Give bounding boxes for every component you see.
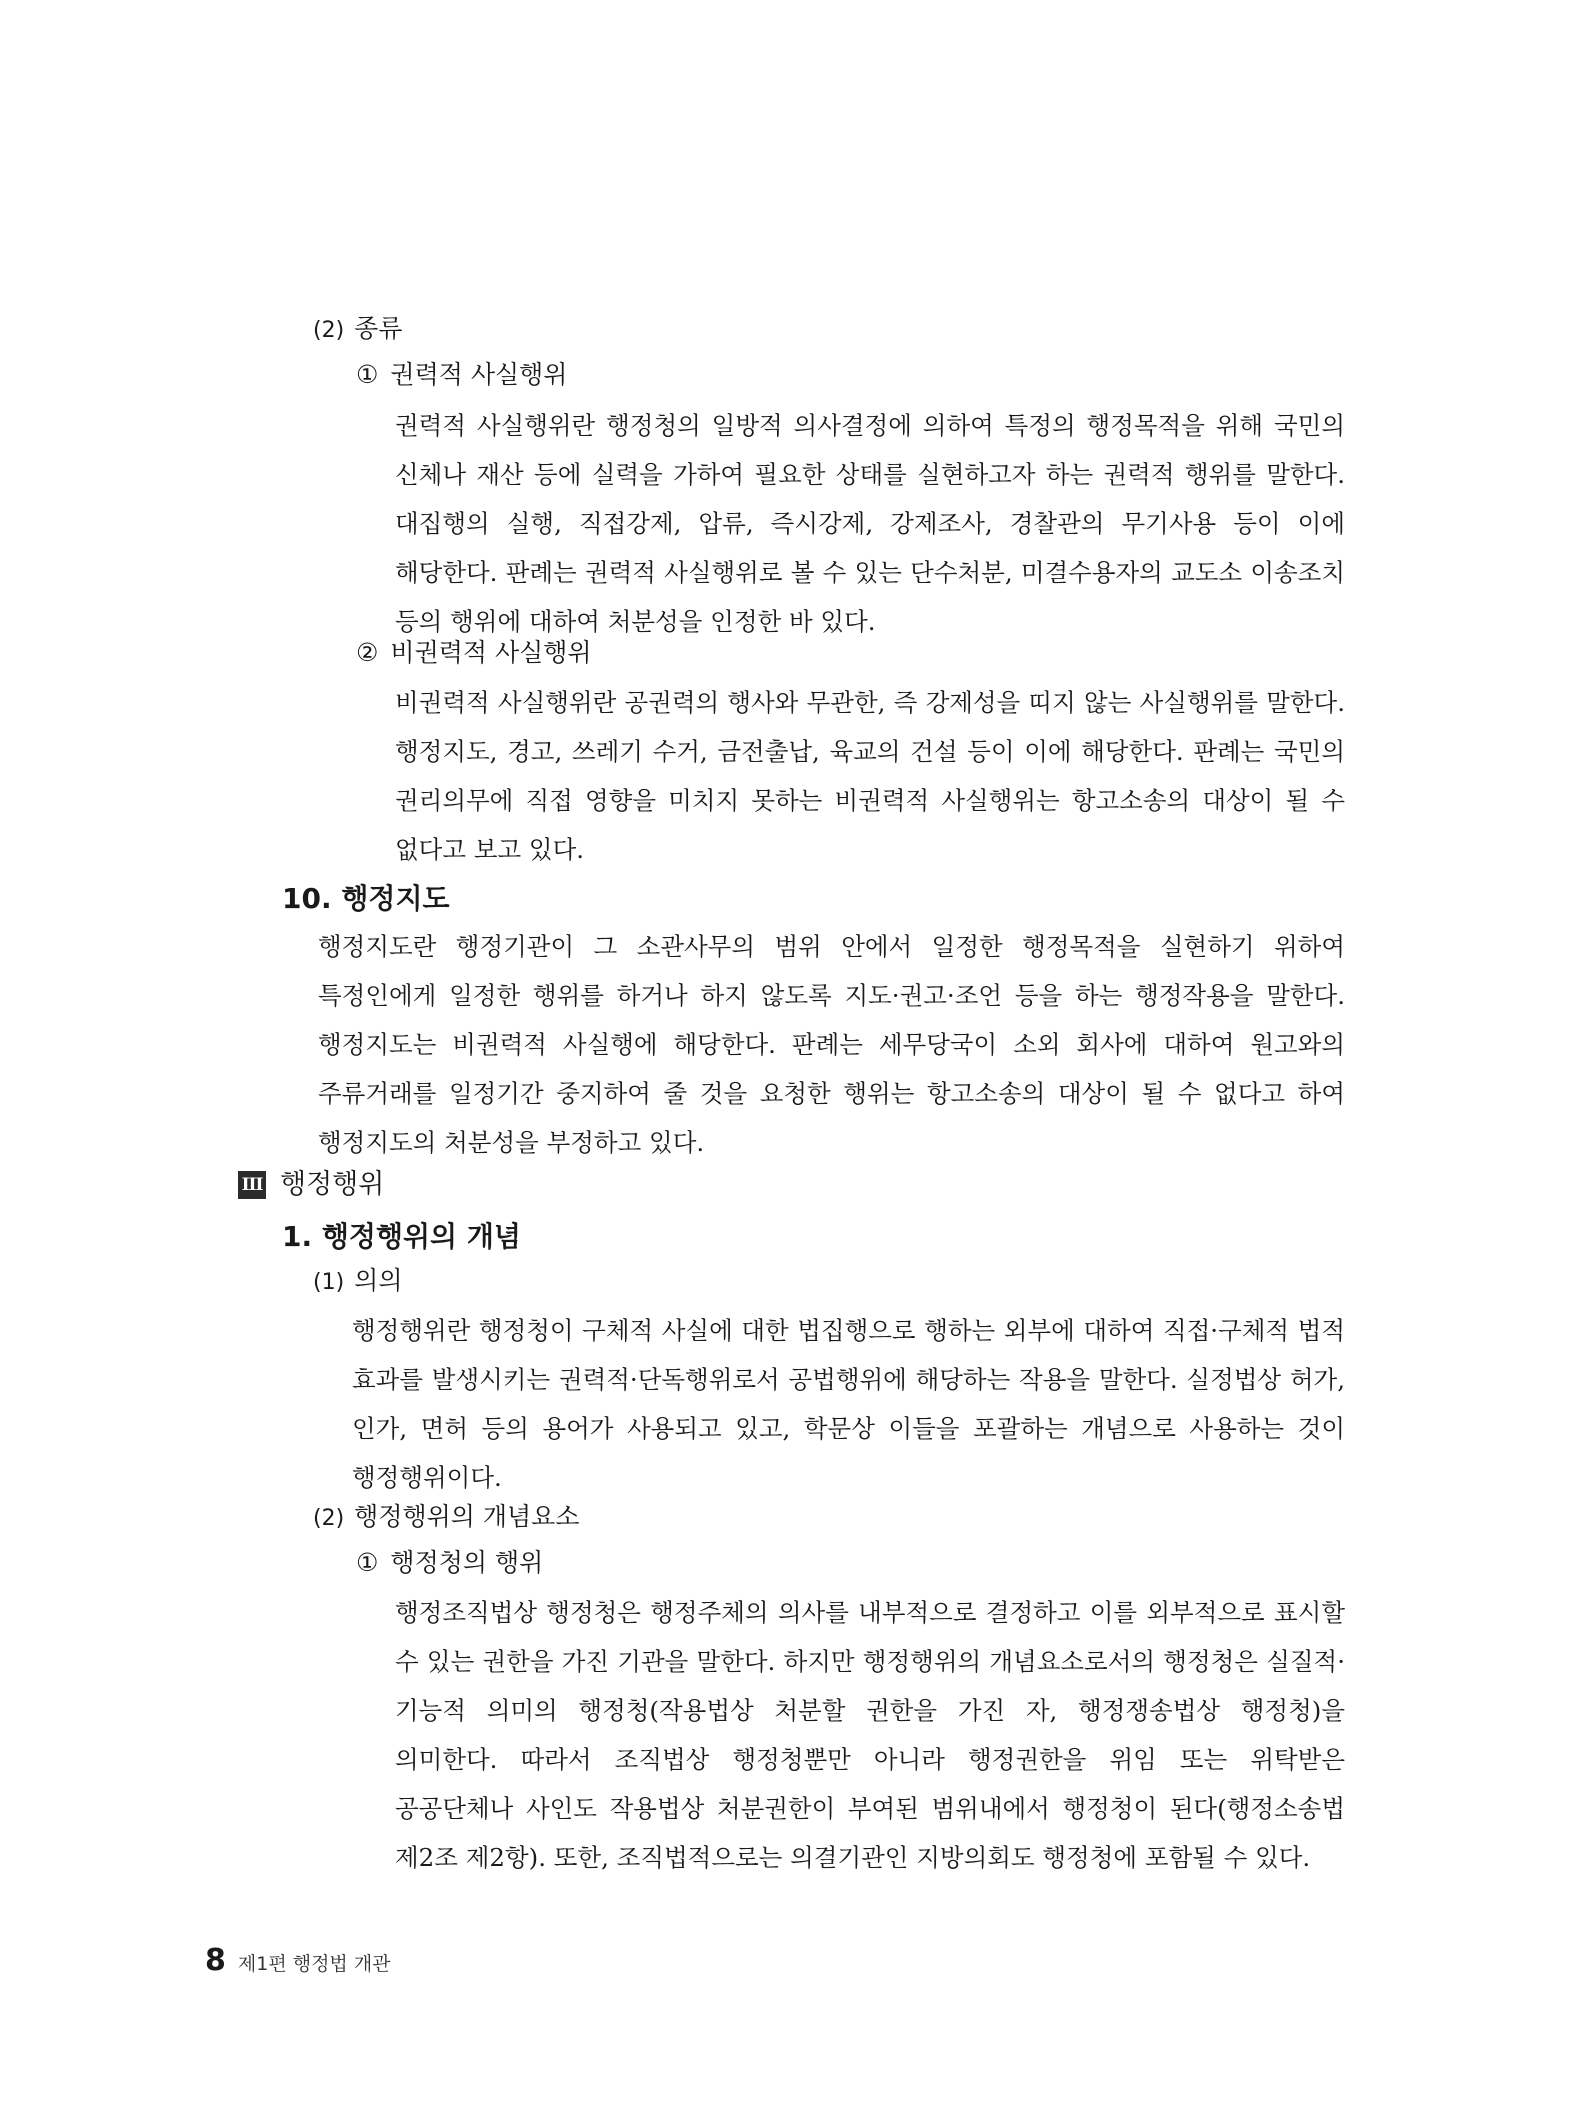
section-title: 종류 xyxy=(354,314,403,343)
item-heading-agency-act xyxy=(356,1546,543,1580)
item-title: 비권력적 사실행위 xyxy=(390,638,592,667)
subsection-heading-meaning xyxy=(313,1264,402,1300)
paragraph-non-power-fact-act: 비권력적 사실행위란 공권력의 행사와 무관한, 즉 강제성을 띠지 않는 사실행위를 말한다. 행정지도, 경고, 쓰레기 수거, 금전출납, 육교의 건설 등이 이에 해당한다. 판례는 국민의 권리의무에 직접 영향을 미치지 못하는 비권력적 사실행위는 항고소송의 대상이 될 수 없다고 보고 있다. xyxy=(395,688,1345,864)
item-number: ① xyxy=(356,360,379,389)
chapter-heading-administrative-act xyxy=(238,1166,384,1204)
section-title: 의의 xyxy=(354,1266,403,1295)
section-heading-concept: 1. 행정행위의 개념 xyxy=(282,1220,521,1253)
section-title: 행정행위의 개념요소 xyxy=(354,1502,580,1531)
section-heading-administrative-guidance: 10. 행정지도 xyxy=(282,882,450,915)
roman-numeral-badge: III xyxy=(238,1171,266,1199)
section-number: (1) xyxy=(313,1270,345,1295)
item-number: ② xyxy=(356,638,379,667)
item-number: ① xyxy=(356,1548,379,1577)
paragraph-power-fact-act: 권력적 사실행위란 행정청의 일방적 의사결정에 의하여 특정의 행정목적을 위해 국민의 신체나 재산 등에 실력을 가하여 필요한 상태를 실현하고자 하는 권력적 행위를 말한다. 대집행의 실행, 직접강제, 압류, 즉시강제, 강제조사, 경찰관의 무기사용 등이 이에 해당한다. 판례는 권력적 사실행위로 볼 수 있는 단수처분, 미결수용자의 교도소 이송조치 등의 행위에 대하여 처분성을 인정한 바 있다. xyxy=(395,411,1345,636)
paragraph-agency-act: 행정조직법상 행정청은 행정주체의 의사를 내부적으로 결정하고 이를 외부적으로 표시할 수 있는 권한을 가진 기관을 말한다. 하지만 행정행위의 개념요소로서의 행정청은 실질적·기능적 의미의 행정청(작용법상 처분할 권한을 가진 자, 행정쟁송법상 행정청)을 의미한다. 따라서 조직법상 행정청뿐만 아니라 행정권한을 위임 또는 위탁받은 공공단체나 사인도 작용법상 처분권한이 부여된 범위내에서 행정청이 된다(행정소송법 제2조 제2항). 또한, 조직법적으로는 의결기관인 지방의회도 행정청에 포함될 수 있다. xyxy=(395,1598,1345,1872)
page-number: 8 xyxy=(205,1943,226,1978)
section-number: (2) xyxy=(313,1506,345,1531)
subsection-heading-concept-elements xyxy=(313,1500,579,1536)
paragraph-meaning: 행정행위란 행정청이 구체적 사실에 대한 법집행으로 행하는 외부에 대하여 직접·구체적 법적 효과를 발생시키는 권력적·단독행위로서 공법행위에 해당하는 작용을 말한다. 실정법상 허가, 인가, 면허 등의 용어가 사용되고 있고, 학문상 이들을 포괄하는 개념으로 사용하는 것이 행정행위이다. xyxy=(352,1316,1345,1492)
page-footer xyxy=(205,1943,391,1978)
item-heading-power-fact-act xyxy=(356,358,567,392)
paragraph-administrative-guidance: 행정지도란 행정기관이 그 소관사무의 범위 안에서 일정한 행정목적을 실현하기 위하여 특정인에게 일정한 행위를 하거나 하지 않도록 지도·권고·조언 등을 하는 행정작용을 말한다. 행정지도는 비권력적 사실행에 해당한다. 판례는 세무당국이 소외 회사에 대하여 원고와의 주류거래를 일정기간 중지하여 줄 것을 요청한 행위는 항고소송의 대상이 될 수 없다고 하여 행정지도의 처분성을 부정하고 있다. xyxy=(318,932,1345,1157)
section-number: (2) xyxy=(313,318,345,343)
chapter-title: 행정행위 xyxy=(280,1169,385,1200)
section-heading-types xyxy=(313,312,402,348)
item-title: 행정청의 행위 xyxy=(390,1548,544,1577)
item-heading-non-power-fact-act xyxy=(356,636,592,670)
item-title: 권력적 사실행위 xyxy=(390,360,568,389)
running-footer-title: 제1편 행정법 개관 xyxy=(237,1953,391,1975)
